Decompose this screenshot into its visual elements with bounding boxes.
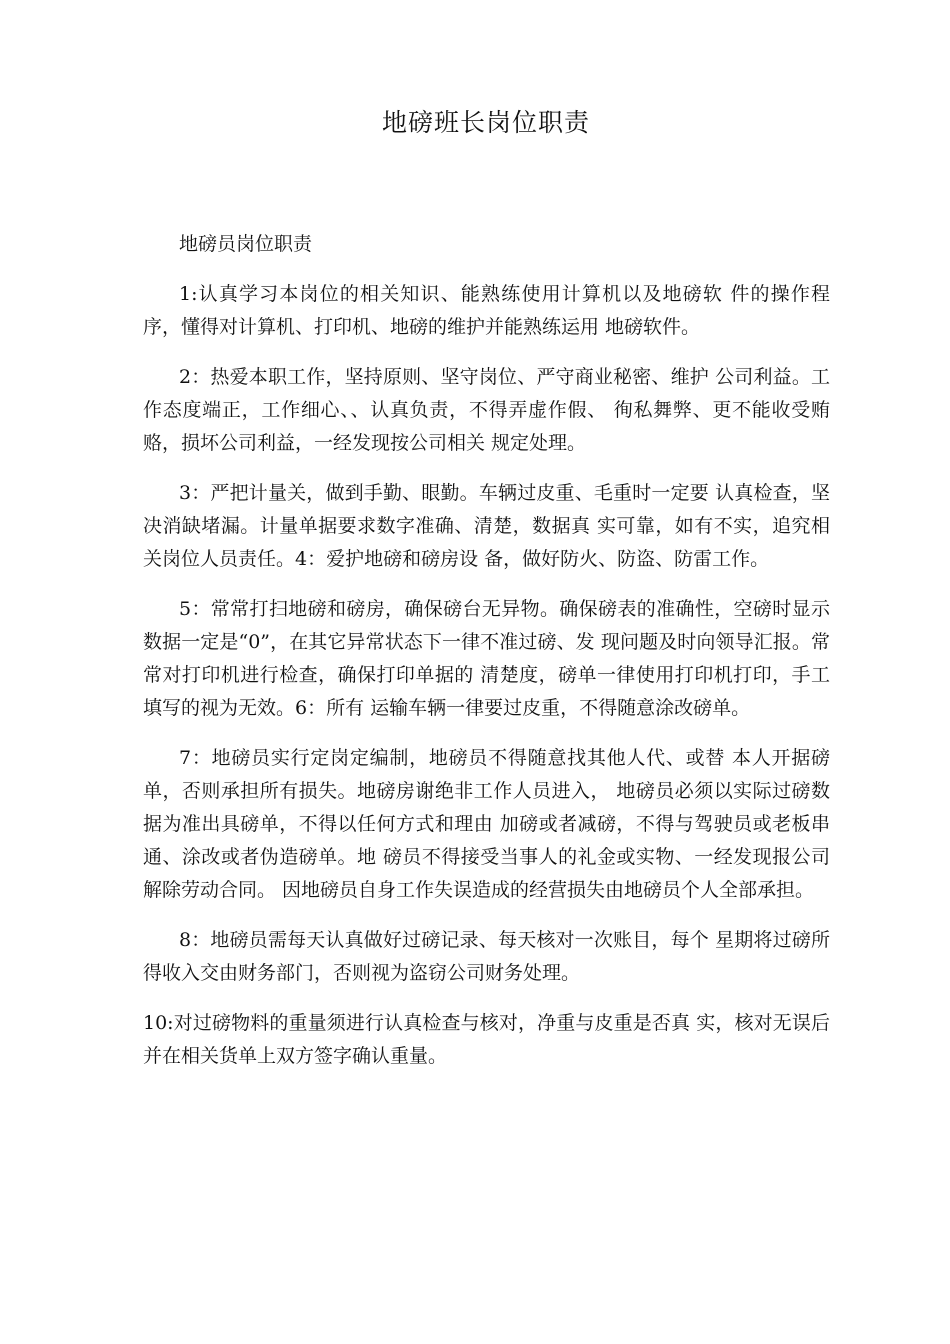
document-body bbox=[143, 228, 830, 1090]
document-title: 地磅班长岗位职责 bbox=[381, 108, 590, 137]
duty-paragraph-3: 3：严把计量关，做到手勤、眼勤。车辆过皮重、毛重时一定要 认真检查，坚决消缺堵漏。计量单据要求数字准确、清楚，数据真 实可靠，如有不实，追究相关岗位人员责任。4：爱护地磅和磅房设 备，做好防火、防盗、防雷工作。 bbox=[143, 482, 830, 570]
duty-paragraph-7: 7：地磅员实行定岗定编制，地磅员不得随意找其他人代、或替 本人开据磅单，否则承担所有损失。地磅房谢绝非工作人员进入， 地磅员必须以实际过磅数据为准出具磅单，不得以任何方式和理由 加磅或者减磅，不得与驾驶员或老板串通、涂改或者伪造磅单。地 磅员不得接受当事人的礼金或实物、一经发现报公司解除劳动合同。 因地磅员自身工作失误造成的经营损失由地磅员个人全部承担。 bbox=[143, 747, 830, 901]
duty-paragraph-2: 2：热爱本职工作，坚持原则、坚守岗位、严守商业秘密、维护 公司利益。工作态度端正，工作细心、、认真负责，不得弄虚作假、 徇私舞弊、更不能收受贿赂，损坏公司利益，一经发现按公司相关 规定处理。 bbox=[143, 366, 830, 454]
duty-paragraph-1: 1:认真学习本岗位的相关知识、能熟练使用计算机以及地磅软 件的操作程序，懂得对计算机、打印机、地磅的维护并能熟练运用 地磅软件。 bbox=[143, 283, 830, 338]
section-heading: 地磅员岗位职责 bbox=[179, 233, 313, 255]
duty-paragraph-8: 8：地磅员需每天认真做好过磅记录、每天核对一次账目，每个 星期将过磅所得收入交由财务部门，否则视为盗窃公司财务处理。 bbox=[143, 929, 830, 984]
duty-paragraph-5: 5：常常打扫地磅和磅房，确保磅台无异物。确保磅表的准确性，空磅时显示数据一定是“0”，在其它异常状态下一律不准过磅、发 现问题及时向领导汇报。常常对打印机进行检查，确保打印单据的 清楚度，磅单一律使用打印机打印，手工填写的视为无效。6：所有 运输车辆一律要过皮重，不得随意涂改磅单。 bbox=[143, 598, 830, 719]
duty-paragraph-10: 10:对过磅物料的重量须进行认真检查与核对，净重与皮重是否真 实，核对无误后并在相关货单上双方签字确认重量。 bbox=[143, 1012, 830, 1067]
